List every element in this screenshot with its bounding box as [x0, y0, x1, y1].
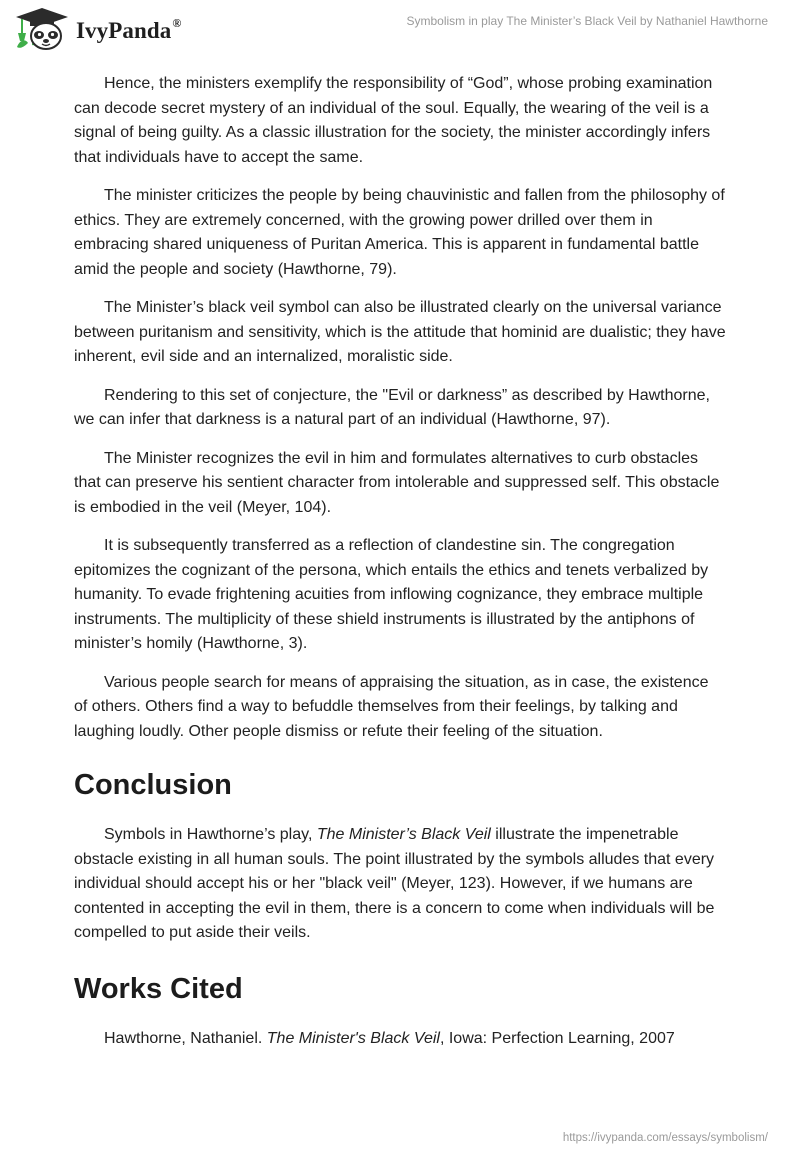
conclusion-paragraph: Symbols in Hawthorne’s play, The Minister’s Black Veil illustrate the impenetrable obstacle existing in all human souls. The point illustrated by the symbols alludes that every individual should accept his or her "black veil" (Meyer, 123). However, if we humans are contented in accepting the evil in them, there is a concern to come when individuals will be compelled to put aside their veils. [74, 826, 715, 941]
paragraph: Rendering to this set of conjecture, the "Evil or darkness” as described by Hawthorne, we can infer that darkness is a natural part of an individual (Hawthorne, 97). [74, 386, 710, 428]
paragraph: Hence, the ministers exemplify the responsibility of “God”, whose probing examination can decode secret mystery of an individual of the soul. Equally, the wearing of the veil is a signal of being guilty. As a classic illustration for the society, the minister accordingly infers that individuals have to accept the same. [74, 75, 713, 166]
paragraph: It is subsequently transferred as a reflection of clandestine sin. The congregation epitomizes the cognizant of the persona, which entails the ethics and tenets verbalized by humanity. To evade frightening acuities from inflowing cognizance, they embrace multiple instruments. The multiplicity of these shield instruments is illustrated by the antiphons of minister’s homily (Hawthorne, 3). [74, 537, 709, 652]
works-cited-heading: Works Cited [74, 972, 243, 1005]
page-header [0, 0, 800, 64]
cited-title: The Minister's Black Veil [266, 1029, 440, 1047]
document-title: Symbolism in play The Minister’s Black Veil by Nathaniel Hawthorne [406, 14, 768, 28]
play-title: The Minister’s Black Veil [316, 826, 491, 843]
conclusion-heading: Conclusion [74, 769, 232, 801]
works-cited-entry: Hawthorne, Nathaniel. The Minister's Black Veil, Iowa: Perfection Learning, 2007 [104, 1029, 675, 1047]
source-url[interactable]: https://ivypanda.com/essays/symbolism/ [562, 1132, 768, 1144]
ivypanda-logo[interactable] [14, 7, 181, 51]
paragraph: Various people search for means of appraising the situation, as in case, the existence of others. Others find a way to befuddle themselves from their feelings, by talking and laughing loudly. Other people dismiss or refute their feeling of the situation. [74, 673, 709, 740]
panda-graduate-icon [14, 7, 70, 51]
paragraph: The minister criticizes the people by being chauvinistic and fallen from the philosophy of ethics. They are extremely concerned, with the growing power drilled over them in embracing shared uniqueness of Puritan America. This is apparent in fundamental battle amid the people and society (Hawthorne, 79). [74, 187, 725, 278]
paragraph: The Minister’s black veil symbol can also be illustrated clearly on the universal variance between puritanism and sensitivity, which is the attitude that hominid are dualistic; they have inherent, evil side and an internalized, moralistic side. [74, 299, 726, 365]
brand-name: IvyPanda® [76, 16, 182, 43]
paragraph: The Minister recognizes the evil in him and formulates alternatives to curb obstacles that can preserve his sentient character from intolerable and suppressed self. This obstacle is embodied in the veil (Meyer, 104). [74, 449, 720, 516]
essay-content [74, 72, 726, 1065]
